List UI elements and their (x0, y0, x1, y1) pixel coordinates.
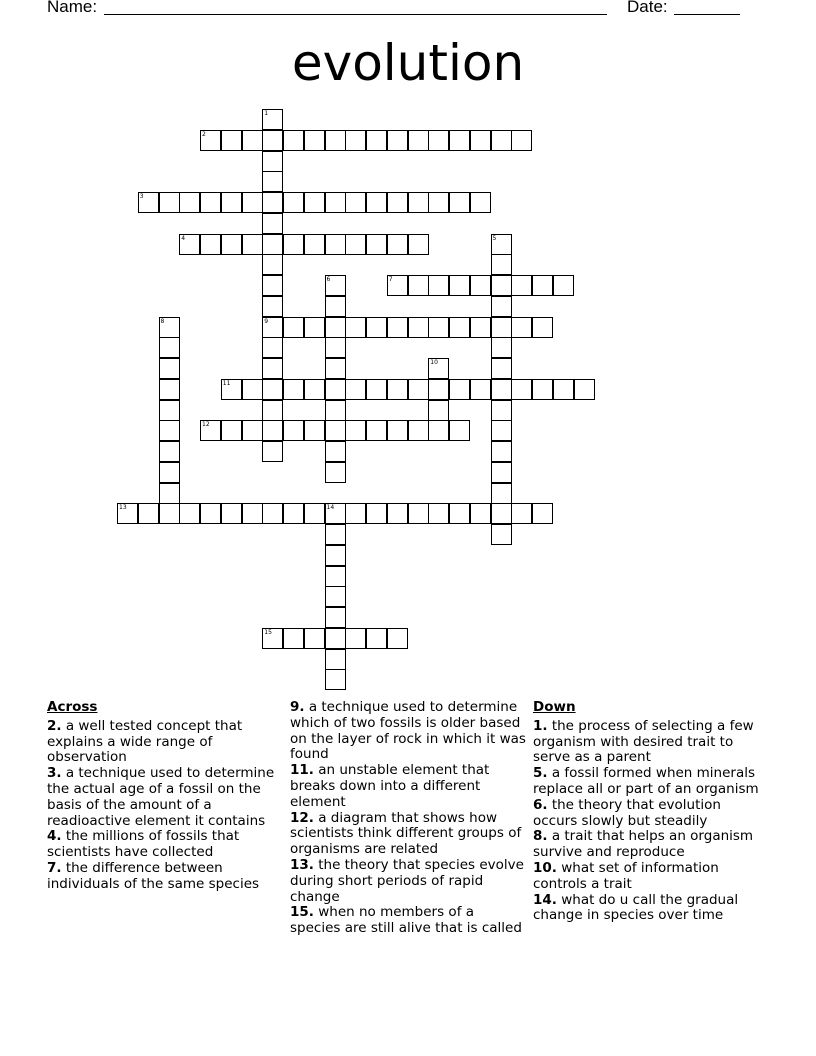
crossword-cell[interactable] (179, 234, 200, 255)
clue-across-11 (290, 763, 528, 810)
crossword-cell[interactable] (283, 192, 304, 213)
clue-number: 10. (533, 859, 557, 876)
crossword-cell[interactable] (304, 503, 325, 524)
cell-number: 10 (430, 359, 438, 366)
clue-number: 14. (533, 891, 557, 908)
crossword-cell[interactable] (304, 234, 325, 255)
crossword-cell[interactable] (262, 151, 283, 172)
crossword-cell[interactable] (387, 420, 408, 441)
crossword-cell[interactable] (325, 462, 346, 483)
crossword-cell[interactable] (470, 192, 491, 213)
clue-number: 6. (533, 796, 548, 813)
crossword-cell[interactable] (511, 317, 532, 338)
crossword-cell[interactable] (491, 234, 512, 255)
crossword-cell[interactable] (345, 317, 366, 338)
clue-text: the difference between individuals of the same species (47, 859, 260, 892)
clue-down-8 (533, 829, 768, 861)
down-clues (533, 700, 768, 924)
crossword-cell[interactable] (428, 275, 449, 296)
clue-number: 8. (533, 828, 548, 845)
crossword-cell[interactable] (470, 379, 491, 400)
crossword-cell[interactable] (491, 317, 512, 338)
crossword-cell[interactable] (428, 358, 449, 379)
cell-number: 7 (388, 276, 393, 283)
crossword-cell[interactable] (325, 628, 346, 649)
crossword-cell[interactable] (491, 503, 512, 524)
crossword-cell[interactable] (200, 420, 221, 441)
crossword-cell[interactable] (304, 317, 325, 338)
crossword-cell[interactable] (325, 400, 346, 421)
crossword-cell[interactable] (387, 317, 408, 338)
crossword-cell[interactable] (366, 379, 387, 400)
clue-text: an unstable element that breaks down into a different element (290, 762, 490, 810)
crossword-cell[interactable] (553, 379, 574, 400)
crossword-cell[interactable] (221, 130, 242, 151)
crossword-cell[interactable] (159, 192, 180, 213)
crossword-cell[interactable] (138, 503, 159, 524)
cell-number: 15 (264, 628, 272, 636)
crossword-cell[interactable] (428, 503, 449, 524)
crossword-cell[interactable] (325, 607, 346, 628)
crossword-cell[interactable] (325, 669, 346, 690)
crossword-cell[interactable] (491, 462, 512, 483)
crossword-cell[interactable] (428, 130, 449, 151)
clue-number: 4. (47, 828, 62, 845)
crossword-cell[interactable] (408, 275, 429, 296)
crossword-cell[interactable] (387, 234, 408, 255)
clue-text: a well tested concept that explains a wide range of observation (47, 717, 243, 766)
crossword-cell[interactable] (491, 420, 512, 441)
clue-text: a technique used to determine which of two fossils is older based on the layer of rock in which it was found (290, 699, 526, 763)
crossword-cell[interactable] (262, 213, 283, 234)
cell-number: 13 (119, 504, 127, 512)
crossword-cell[interactable] (325, 275, 346, 296)
clue-number: 1. (533, 717, 548, 734)
crossword-cell[interactable] (428, 379, 449, 400)
crossword-cell[interactable] (325, 545, 346, 566)
crossword-cell[interactable] (262, 628, 283, 649)
clue-number: 5. (533, 765, 548, 782)
crossword-cell[interactable] (366, 130, 387, 151)
crossword-cell[interactable] (325, 586, 346, 607)
crossword-cell[interactable] (428, 400, 449, 421)
crossword-cell[interactable] (221, 379, 242, 400)
crossword-cell[interactable] (262, 296, 283, 317)
cell-number: 1 (264, 110, 269, 117)
crossword-cell[interactable] (532, 317, 553, 338)
crossword-cell[interactable] (242, 234, 263, 255)
crossword-cell[interactable] (491, 254, 512, 275)
crossword-cell[interactable] (491, 524, 512, 545)
clue-text: a technique used to determine the actual age of a fossil on the basis of the amount of a readioactive element it contains (47, 765, 275, 829)
crossword-cell[interactable] (449, 192, 470, 213)
crossword-cell[interactable] (449, 420, 470, 441)
cell-number: 12 (202, 421, 210, 429)
crossword-cell[interactable] (511, 130, 532, 151)
crossword-cell[interactable] (262, 379, 283, 400)
crossword-cell[interactable] (470, 130, 491, 151)
clue-number: 7. (47, 859, 62, 876)
crossword-cell[interactable] (221, 503, 242, 524)
crossword-cell[interactable] (408, 317, 429, 338)
crossword-cell[interactable] (325, 420, 346, 441)
cell-number: 11 (222, 379, 231, 387)
crossword-cell[interactable] (449, 317, 470, 338)
crossword-cell[interactable] (491, 358, 512, 379)
crossword-cell[interactable] (325, 358, 346, 379)
clue-text: when no members of a species are still alive that is called (290, 904, 522, 937)
crossword-cell[interactable] (387, 130, 408, 151)
crossword-cell[interactable] (304, 628, 325, 649)
crossword-cell[interactable] (221, 420, 242, 441)
crossword-cell[interactable] (366, 628, 387, 649)
clue-down-10 (533, 861, 768, 893)
crossword-cell[interactable] (387, 192, 408, 213)
clue-across-13 (290, 858, 528, 905)
crossword-cell[interactable] (159, 503, 180, 524)
crossword-cell[interactable] (532, 503, 553, 524)
crossword-cell[interactable] (366, 420, 387, 441)
clue-across-4 (47, 829, 282, 861)
clue-number: 3. (47, 765, 62, 782)
crossword-cell[interactable] (491, 337, 512, 358)
crossword-cell[interactable] (387, 275, 408, 296)
crossword-cell[interactable] (449, 503, 470, 524)
crossword-cell[interactable] (491, 130, 512, 151)
crossword-cell[interactable] (470, 317, 491, 338)
crossword-cell[interactable] (449, 379, 470, 400)
crossword-cell[interactable] (511, 379, 532, 400)
crossword-cell[interactable] (345, 130, 366, 151)
crossword-cell[interactable] (491, 296, 512, 317)
crossword-cell[interactable] (387, 379, 408, 400)
crossword-cell[interactable] (117, 503, 138, 524)
crossword-cell[interactable] (408, 503, 429, 524)
clue-down-14 (533, 893, 768, 925)
cell-number: 5 (492, 234, 497, 242)
crossword-cell[interactable] (366, 503, 387, 524)
crossword-cell[interactable] (221, 234, 242, 255)
crossword-cell[interactable] (325, 296, 346, 317)
clue-down-5 (533, 766, 768, 798)
clue-across-2 (47, 719, 282, 766)
clue-number: 11. (290, 762, 314, 779)
crossword-cell[interactable] (262, 109, 283, 130)
clue-across-3 (47, 766, 282, 829)
across-clues-continued (290, 700, 528, 937)
crossword-cell[interactable] (491, 400, 512, 421)
crossword-cell[interactable] (200, 192, 221, 213)
crossword-cell[interactable] (262, 420, 283, 441)
crossword-cell[interactable] (470, 275, 491, 296)
crossword-cell[interactable] (574, 379, 595, 400)
crossword-cell[interactable] (159, 317, 180, 338)
across-heading: Across (47, 699, 98, 715)
crossword-cell[interactable] (449, 130, 470, 151)
clue-across-7 (47, 861, 282, 893)
crossword-cell[interactable] (532, 275, 553, 296)
crossword-cell[interactable] (408, 234, 429, 255)
clue-number: 13. (290, 856, 314, 873)
crossword-cell[interactable] (449, 275, 470, 296)
crossword-cell[interactable] (408, 130, 429, 151)
clue-text: a fossil formed when minerals replace all or part of an organism (533, 765, 759, 797)
crossword-cell[interactable] (242, 420, 263, 441)
clue-across-9 (290, 700, 528, 763)
crossword-cell[interactable] (491, 441, 512, 462)
crossword-cell[interactable] (491, 379, 512, 400)
crossword-cell[interactable] (345, 192, 366, 213)
crossword-cell[interactable] (366, 317, 387, 338)
crossword-cell[interactable] (283, 628, 304, 649)
crossword-cell[interactable] (470, 503, 491, 524)
crossword-cell[interactable] (242, 192, 263, 213)
crossword-cell[interactable] (262, 234, 283, 255)
crossword-cell[interactable] (283, 234, 304, 255)
crossword-cell[interactable] (325, 503, 346, 524)
cell-number: 9 (264, 317, 269, 325)
crossword-cell[interactable] (200, 503, 221, 524)
crossword-cell[interactable] (242, 379, 263, 400)
crossword-cell[interactable] (325, 192, 346, 213)
crossword-cell[interactable] (262, 192, 283, 213)
crossword-cell[interactable] (262, 275, 283, 296)
clue-text: the process of selecting a few organism with desired trait to serve as a parent (533, 717, 754, 766)
cell-number: 6 (326, 276, 331, 283)
crossword-cell[interactable] (511, 503, 532, 524)
crossword-cell[interactable] (532, 379, 553, 400)
crossword-cell[interactable] (304, 130, 325, 151)
crossword-cell[interactable] (262, 358, 283, 379)
crossword-cell[interactable] (159, 462, 180, 483)
crossword-cell[interactable] (262, 503, 283, 524)
clue-text: what do u call the gradual change in species over time (533, 891, 739, 924)
crossword-cell[interactable] (262, 317, 283, 338)
clue-number: 9. (290, 699, 305, 715)
crossword-cell[interactable] (325, 130, 346, 151)
crossword-cell[interactable] (200, 234, 221, 255)
clue-down-6 (533, 798, 768, 830)
crossword-cell[interactable] (283, 130, 304, 151)
crossword-cell[interactable] (159, 337, 180, 358)
crossword-cell[interactable] (262, 130, 283, 151)
clue-text: a diagram that shows how scientists think different groups of organisms are related (290, 809, 522, 858)
crossword-cell[interactable] (283, 503, 304, 524)
clue-across-12 (290, 811, 528, 858)
crossword-cell[interactable] (221, 192, 242, 213)
crossword-cell[interactable] (283, 379, 304, 400)
crossword-cell[interactable] (345, 503, 366, 524)
crossword-cell[interactable] (159, 420, 180, 441)
crossword-cell[interactable] (491, 275, 512, 296)
clue-text: what set of information controls a trait (533, 859, 719, 892)
page-title: evolution (291, 34, 525, 92)
crossword-cell[interactable] (304, 420, 325, 441)
crossword-cell[interactable] (262, 337, 283, 358)
crossword-cell[interactable] (242, 130, 263, 151)
crossword-cell[interactable] (387, 503, 408, 524)
crossword-cell[interactable] (179, 503, 200, 524)
cell-number: 3 (139, 193, 144, 200)
clue-text: a trait that helps an organism survive and reproduce (533, 828, 754, 861)
cell-number: 14 (326, 504, 335, 512)
crossword-cell[interactable] (159, 483, 180, 504)
crossword-cell[interactable] (138, 192, 159, 213)
clue-across-15 (290, 905, 528, 937)
crossword-cell[interactable] (366, 234, 387, 255)
clue-down-1 (533, 719, 768, 766)
crossword-cell[interactable] (345, 420, 366, 441)
clue-number: 2. (47, 717, 62, 734)
crossword-cell[interactable] (159, 441, 180, 462)
date-label: Date: (627, 0, 668, 16)
crossword-cell[interactable] (408, 420, 429, 441)
crossword-cell[interactable] (283, 317, 304, 338)
crossword-cell[interactable] (242, 503, 263, 524)
crossword-cell[interactable] (304, 379, 325, 400)
crossword-cell[interactable] (304, 192, 325, 213)
crossword-cell[interactable] (325, 379, 346, 400)
crossword-cell[interactable] (366, 192, 387, 213)
across-clues (47, 700, 282, 893)
crossword-cell[interactable] (325, 524, 346, 545)
down-heading: Down (533, 699, 576, 715)
crossword-cell[interactable] (345, 379, 366, 400)
crossword-cell[interactable] (553, 275, 574, 296)
crossword-cell[interactable] (345, 234, 366, 255)
crossword-cell[interactable] (428, 420, 449, 441)
crossword-cell[interactable] (408, 379, 429, 400)
crossword-cell[interactable] (262, 400, 283, 421)
clue-text: the theory that evolution occurs slowly but steadily (533, 796, 721, 829)
crossword-cell[interactable] (325, 337, 346, 358)
crossword-cell[interactable] (428, 192, 449, 213)
clue-number: 12. (290, 809, 314, 826)
crossword-cell[interactable] (325, 234, 346, 255)
cell-number: 4 (181, 234, 186, 242)
crossword-cell[interactable] (387, 628, 408, 649)
crossword-cell[interactable] (159, 400, 180, 421)
crossword-cell[interactable] (511, 275, 532, 296)
crossword-cell[interactable] (428, 317, 449, 338)
clue-text: the theory that species evolve during short periods of rapid change (290, 856, 524, 905)
crossword-cell[interactable] (262, 254, 283, 275)
crossword-cell[interactable] (325, 317, 346, 338)
crossword-cell[interactable] (491, 483, 512, 504)
crossword-cell[interactable] (325, 566, 346, 587)
crossword-cell[interactable] (262, 441, 283, 462)
crossword-cell[interactable] (159, 379, 180, 400)
clue-number: 15. (290, 904, 314, 921)
crossword-cell[interactable] (283, 420, 304, 441)
crossword-cell[interactable] (325, 441, 346, 462)
clue-text: the millions of fossils that scientists have collected (47, 828, 240, 861)
crossword-cell[interactable] (345, 628, 366, 649)
name-label: Name: (47, 0, 98, 16)
cell-number: 2 (202, 130, 206, 138)
crossword-cell[interactable] (200, 130, 221, 151)
crossword-cell[interactable] (159, 358, 180, 379)
crossword-cell[interactable] (325, 649, 346, 670)
cell-number: 8 (160, 317, 165, 325)
crossword-cell[interactable] (408, 192, 429, 213)
crossword-cell[interactable] (262, 171, 283, 192)
crossword-cell[interactable] (179, 192, 200, 213)
